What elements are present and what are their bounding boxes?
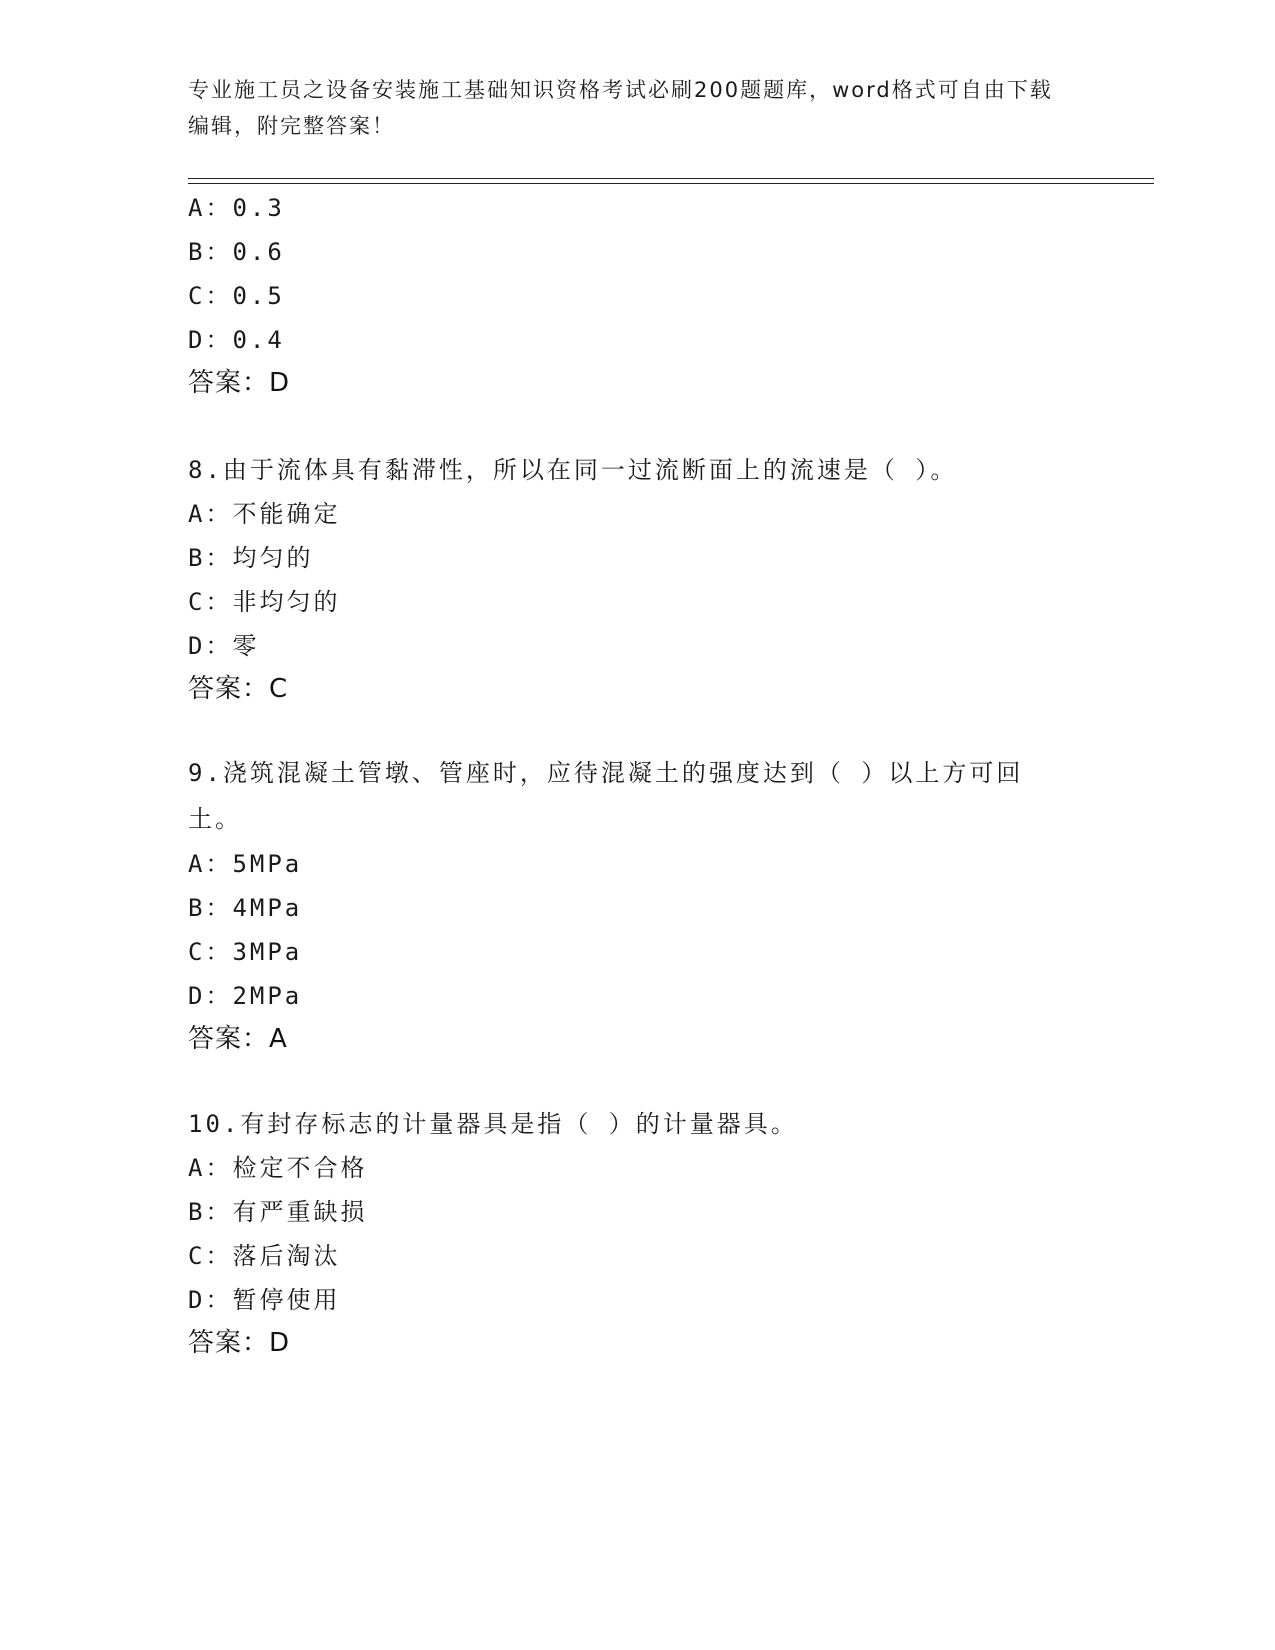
q9-answer: 答案：A [188,1024,288,1054]
header-divider-top [188,178,1154,179]
q8-option-c: C：非均匀的 [188,588,341,616]
q8-question: 8.由于流体具有黏滞性，所以在同一过流断面上的流速是（ ）。 [188,456,958,484]
header-divider-bottom [188,183,1154,184]
q9-option-b: B：4MPa [188,894,303,922]
q9-option-c: C：3MPa [188,938,303,966]
q8-option-a: A：不能确定 [188,500,341,528]
q10-option-c: C：落后淘汰 [188,1242,341,1270]
q7-answer: 答案：D [188,368,291,398]
q7-option-c: C：0.5 [188,282,285,310]
q9-question: 9.浇筑混凝土管墩、管座时，应待混凝土的强度达到（ ）以上方可回土。 [188,759,1024,833]
q9-option-d: D：2MPa [188,982,303,1010]
q10-option-a: A：检定不合格 [188,1154,368,1182]
q8-option-b: B：均匀的 [188,544,314,572]
q7-option-a: A：0.3 [188,194,285,222]
q10-option-b: B：有严重缺损 [188,1198,368,1226]
q10-answer: 答案：D [188,1328,291,1358]
q10-question: 10.有封存标志的计量器具是指（ ）的计量器具。 [188,1110,798,1138]
q10-option-d: D：暂停使用 [188,1286,341,1314]
q9-option-a: A：5MPa [188,850,303,878]
q7-option-b: B：0.6 [188,238,285,266]
document-header: 专业施工员之设备安装施工基础知识资格考试必刷200题题库，word格式可自由下载编辑，附完整答案！ [188,78,1053,138]
q7-option-d: D：0.4 [188,326,285,354]
q8-answer: 答案：C [188,674,289,704]
q8-option-d: D：零 [188,632,260,660]
